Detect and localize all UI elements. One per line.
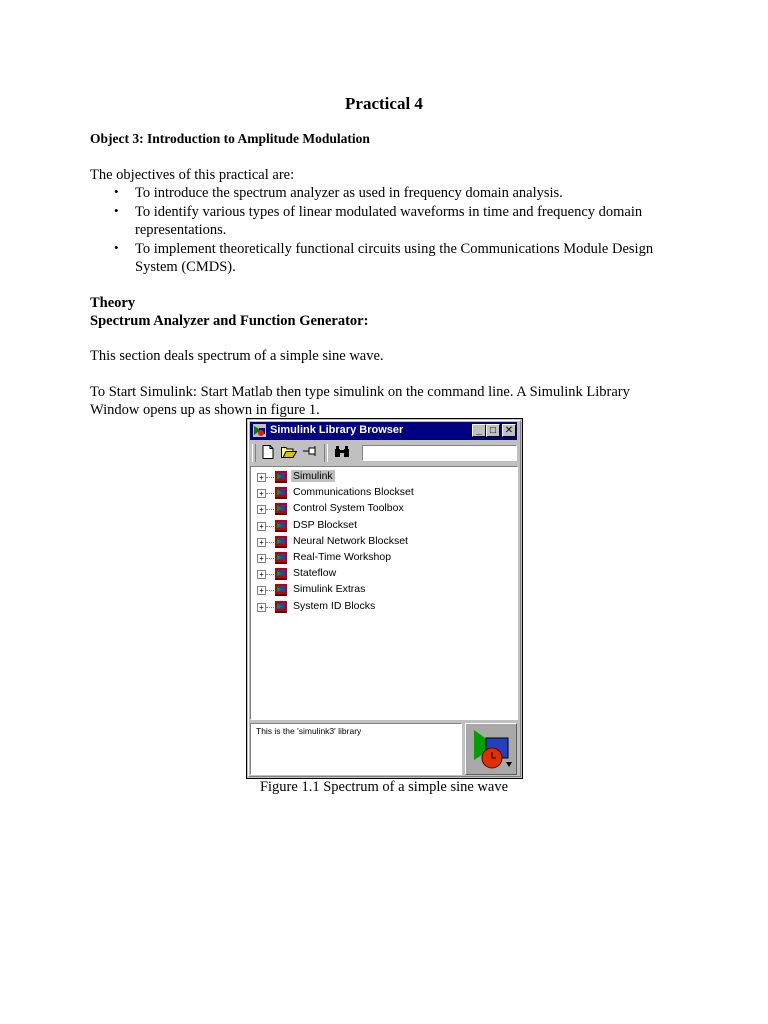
section-text: This section deals spectrum of a simple sine wave. xyxy=(90,348,384,364)
library-block-icon xyxy=(275,520,287,532)
expand-plus-icon[interactable]: + xyxy=(257,505,266,514)
library-tree-label: DSP Blockset xyxy=(293,518,357,531)
tree-connector xyxy=(266,590,274,591)
library-tree-item[interactable] xyxy=(251,485,511,501)
instructions-line: To Start Simulink: Start Matlab then type simulink on the command line. A Simulink Library xyxy=(90,384,630,400)
library-tree-label: Real-Time Workshop xyxy=(293,551,392,563)
bullet-item-continuation: representations. xyxy=(135,222,227,238)
objectives-intro: The objectives of this practical are: xyxy=(90,167,295,183)
expand-plus-icon[interactable]: + xyxy=(257,522,266,531)
simulink-logo-icon xyxy=(465,723,517,775)
expand-plus-icon[interactable]: + xyxy=(257,586,266,595)
library-block-icon xyxy=(275,601,287,613)
tree-connector xyxy=(266,574,274,575)
bullet-marker: • xyxy=(114,240,119,255)
bullet-marker: • xyxy=(114,184,119,199)
library-tree-label: Communications Blockset xyxy=(293,486,414,499)
expand-plus-icon[interactable]: + xyxy=(257,473,266,482)
expand-plus-icon[interactable]: + xyxy=(257,570,266,579)
close-button[interactable]: ✕ xyxy=(502,424,516,437)
library-block-icon xyxy=(275,536,287,548)
expand-plus-icon[interactable]: + xyxy=(257,538,266,547)
library-block-icon xyxy=(275,471,287,483)
bullet-item: To identify various types of linear modulated waveforms in time and frequency domain xyxy=(135,204,643,220)
tree-connector xyxy=(266,526,274,527)
instructions-line: Window opens up as shown in figure 1. xyxy=(90,402,320,418)
status-pane xyxy=(250,723,462,775)
library-tree-label: Control System Toolbox xyxy=(293,502,404,515)
library-block-icon xyxy=(275,487,287,499)
simulink-app-icon xyxy=(253,424,266,437)
expand-plus-icon[interactable]: + xyxy=(257,554,266,563)
library-tree-item[interactable] xyxy=(251,469,511,485)
tree-connector xyxy=(266,493,274,494)
bullet-marker: • xyxy=(114,203,119,218)
library-block-icon xyxy=(275,568,287,580)
library-tree-label: Simulink xyxy=(293,470,333,482)
pin-icon[interactable] xyxy=(302,445,320,461)
toolbar-grip xyxy=(252,444,256,462)
object-heading: Object 3: Introduction to Amplitude Modulation xyxy=(90,131,370,146)
expand-plus-icon[interactable]: + xyxy=(257,489,266,498)
section-heading: Spectrum Analyzer and Function Generator: xyxy=(90,313,369,329)
bullet-item: To implement theoretically functional circuits using the Communications Module Design xyxy=(135,241,654,257)
library-tree[interactable] xyxy=(250,466,518,720)
bullet-item: To introduce the spectrum analyzer as used in frequency domain analysis. xyxy=(135,185,563,201)
tree-connector xyxy=(266,477,274,478)
library-tree-item[interactable] xyxy=(251,501,511,517)
open-folder-icon[interactable] xyxy=(280,445,298,461)
figure-caption: Figure 1.1 Spectrum of a simple sine wave xyxy=(259,779,509,795)
page-title: Practical 4 xyxy=(345,94,423,113)
expand-plus-icon[interactable]: + xyxy=(257,603,266,612)
library-tree-item[interactable] xyxy=(251,566,511,582)
library-tree-label: Stateflow xyxy=(293,567,337,580)
library-block-icon xyxy=(275,552,287,564)
tree-connector xyxy=(266,509,274,510)
search-input[interactable] xyxy=(362,445,517,461)
library-tree-item[interactable] xyxy=(251,550,511,566)
tree-connector xyxy=(266,607,274,608)
library-tree-item[interactable] xyxy=(251,518,511,534)
toolbar-separator xyxy=(324,444,328,462)
theory-heading: Theory xyxy=(90,295,136,311)
library-tree-label: Simulink Extras xyxy=(293,583,366,596)
window-title: Simulink Library Browser xyxy=(270,424,404,436)
tree-connector xyxy=(266,558,274,559)
bullet-item-continuation: System (CMDS). xyxy=(135,259,236,275)
minimize-button[interactable]: _ xyxy=(472,424,486,437)
library-tree-label: Neural Network Blockset xyxy=(293,534,408,547)
library-block-icon xyxy=(275,584,287,596)
tree-connector xyxy=(266,542,274,543)
simulink-library-browser-window xyxy=(246,418,523,779)
library-tree-item[interactable] xyxy=(251,599,511,615)
library-tree-item[interactable] xyxy=(251,582,511,598)
new-file-icon[interactable] xyxy=(259,445,277,461)
status-text: This is the 'simulink3' library xyxy=(256,726,362,736)
library-block-icon xyxy=(275,503,287,515)
library-tree-label: System ID Blocks xyxy=(293,599,376,612)
maximize-button[interactable]: □ xyxy=(486,424,500,437)
binoculars-find-icon[interactable] xyxy=(333,445,351,461)
window-titlebar[interactable] xyxy=(250,422,517,440)
toolbar xyxy=(250,442,517,464)
library-tree-item[interactable] xyxy=(251,534,511,550)
